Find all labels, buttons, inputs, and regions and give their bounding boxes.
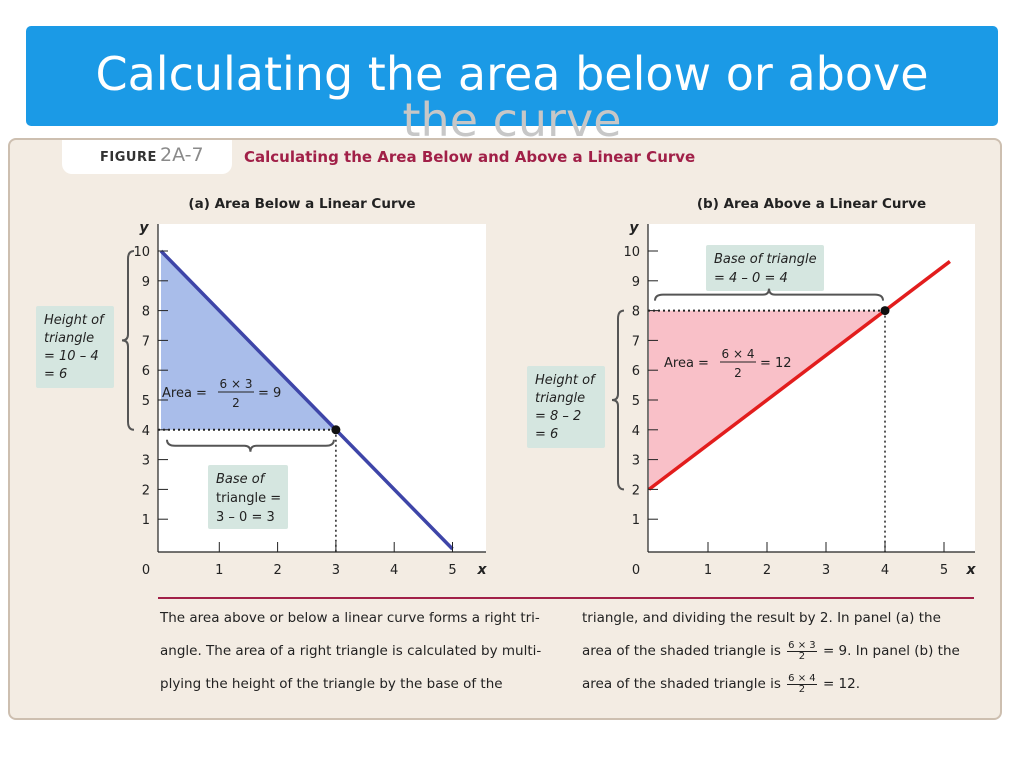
- slide-title-overflow-text: the curve: [402, 93, 622, 147]
- figure-title: Calculating the Area Below and Above a Linear Curve: [244, 148, 696, 166]
- caption-left: [160, 602, 560, 701]
- base-callout-line: = 4 – 0 = 4: [714, 271, 788, 286]
- height-callout-line: triangle: [535, 391, 586, 406]
- x-tick-label: 5: [448, 563, 457, 578]
- base-callout-line: 3 – 0 = 3: [216, 510, 275, 525]
- caption-right-line: triangle, and dividing the result by 2. In panel (a) the: [582, 610, 941, 626]
- y-tick-label: 2: [141, 483, 150, 499]
- area-label-suffix: = 9: [258, 386, 282, 401]
- area-label-numerator: 6 × 4: [721, 347, 755, 361]
- height-callout-line: = 6: [535, 427, 559, 442]
- y-tick-label: 3: [631, 453, 640, 469]
- caption-right-line: [582, 668, 982, 701]
- caption-text: area of the shaded triangle is: [582, 643, 781, 659]
- height-callout-line: Height of: [535, 373, 595, 388]
- height-brace: [612, 311, 624, 490]
- caption-left-line: angle. The area of a right triangle is calculated by multi-: [160, 643, 542, 659]
- y-tick-label: 5: [631, 394, 640, 409]
- x-tick-label: 3: [331, 563, 341, 578]
- y-tick-label: 8: [631, 304, 640, 320]
- panel-title: (a) Area Below a Linear Curve: [188, 196, 416, 212]
- data-point: [881, 306, 890, 315]
- y-tick-label: 9: [631, 274, 640, 290]
- y-axis-label: y: [139, 220, 149, 236]
- slide-title: Calculating the area below or above: [95, 47, 929, 101]
- x-tick-label: 2: [762, 563, 772, 578]
- height-callout-line: = 6: [44, 367, 68, 382]
- x-axis-label: x: [966, 562, 976, 578]
- caption-text: = 9. In panel (b) the: [822, 643, 960, 659]
- data-point: [331, 425, 340, 434]
- figure-number: 2A-7: [160, 144, 204, 166]
- x-tick-label: 4: [880, 563, 890, 578]
- area-label-denominator: 2: [734, 366, 742, 380]
- y-tick-label: 8: [141, 304, 150, 320]
- y-tick-label: 2: [631, 483, 640, 499]
- caption-left-line: plying the height of the triangle by the base of the: [160, 676, 503, 692]
- area-label-prefix: Area =: [162, 386, 207, 401]
- height-callout-line: triangle: [44, 331, 95, 346]
- caption-text: = 12.: [822, 676, 861, 692]
- y-axis-label: y: [629, 220, 639, 236]
- caption-fraction: [787, 641, 816, 662]
- caption-left-line: The area above or below a linear curve forms a right tri-: [160, 610, 540, 626]
- x-tick-label: 4: [390, 563, 399, 578]
- y-tick-label: 6: [631, 364, 640, 380]
- y-tick-label: 4: [141, 423, 150, 439]
- caption-text: area of the shaded triangle is: [582, 676, 781, 692]
- area-label-suffix: = 12: [760, 356, 792, 371]
- y-tick-label: 3: [141, 453, 150, 469]
- fraction-denominator: 2: [798, 683, 806, 695]
- x-tick-label: 1: [215, 563, 224, 578]
- x-tick-label: 0: [141, 563, 151, 578]
- height-callout-line: = 8 – 2: [535, 409, 582, 424]
- y-tick-label: 9: [141, 274, 150, 290]
- y-tick-label: 1: [631, 513, 640, 529]
- fraction-numerator: 6 × 4: [788, 672, 816, 684]
- fraction-denominator: 2: [798, 650, 806, 662]
- caption-fraction: [787, 674, 816, 695]
- base-callout-line: Base of: [216, 472, 265, 487]
- x-axis-label: x: [477, 562, 487, 578]
- area-label-denominator: 2: [232, 396, 240, 410]
- y-tick-label: 6: [141, 364, 150, 380]
- base-callout-line: triangle =: [216, 491, 282, 506]
- caption-right: [582, 602, 982, 701]
- y-tick-label: 10: [623, 245, 640, 260]
- height-brace: [122, 251, 134, 430]
- y-tick-label: 1: [141, 513, 150, 529]
- x-tick-label: 5: [939, 563, 949, 578]
- caption-right-line: [582, 635, 982, 668]
- area-label-numerator: 6 × 3: [219, 377, 253, 391]
- x-tick-label: 3: [821, 563, 831, 578]
- base-callout-line: Base of triangle: [714, 252, 817, 267]
- x-tick-label: 2: [273, 563, 282, 578]
- height-callout-line: Height of: [44, 313, 104, 328]
- y-tick-label: 10: [133, 245, 150, 260]
- area-label-prefix: Area =: [664, 356, 709, 371]
- y-tick-label: 7: [141, 334, 150, 350]
- x-tick-label: 0: [631, 563, 641, 578]
- panel-title: (b) Area Above a Linear Curve: [696, 196, 927, 212]
- figure-label: FIGURE: [100, 150, 157, 165]
- caption-rule: [158, 597, 974, 599]
- y-tick-label: 5: [141, 394, 150, 409]
- y-tick-label: 7: [631, 334, 640, 350]
- y-tick-label: 4: [631, 423, 640, 439]
- height-callout-line: = 10 – 4: [44, 349, 99, 364]
- fraction-numerator: 6 × 3: [788, 639, 816, 651]
- x-tick-label: 1: [703, 563, 713, 578]
